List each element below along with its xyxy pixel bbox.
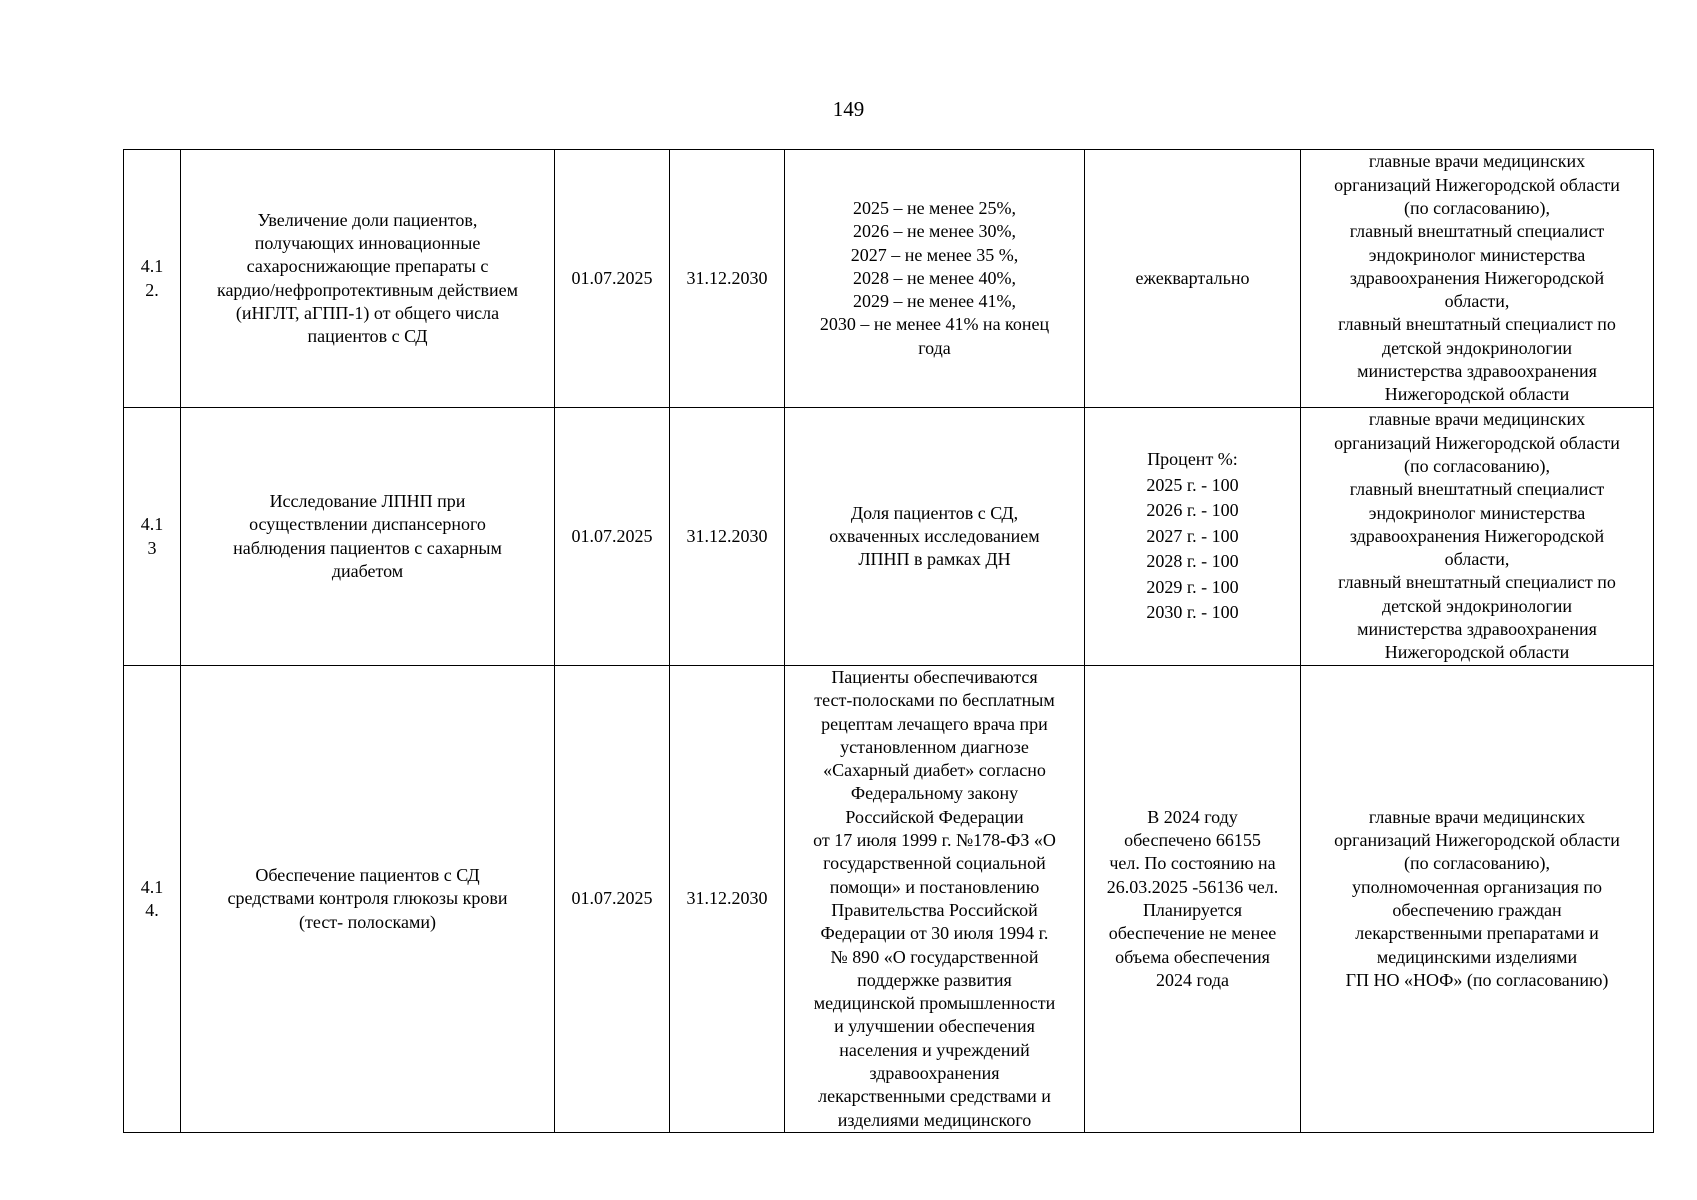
measure-name-line: средствами контроля глюкозы крови [227, 888, 508, 909]
responsible-executors-line: Нижегородской области [1384, 642, 1570, 663]
responsible-executors-line: главный внештатный специалист [1349, 221, 1605, 242]
responsible-executors-line: детской эндокринологии [1381, 337, 1573, 358]
page-number: 149 [832, 97, 865, 121]
row-number-line: 3 [147, 537, 157, 558]
measure-name-line: сахароснижающие препараты с [246, 256, 489, 277]
measure-name-line: осуществлении диспансерного [249, 514, 486, 535]
expected-result-line: от 17 июля 1999 г. №178-ФЗ «О [813, 830, 1056, 851]
measure-name-line: Увеличение доли пациентов, [257, 209, 478, 230]
control-indicator-line: 2029 г. - 100 [1146, 576, 1239, 597]
control-indicator-line: 26.03.2025 -56136 чел. [1106, 876, 1279, 897]
responsible-executors-line: области, [1444, 549, 1510, 570]
expected-result-line: № 890 «О государственной [830, 946, 1039, 967]
measure-name-line: (иНГЛТ, аГПП-1) от общего числа [235, 302, 500, 323]
expected-result-line: «Сахарный диабет» согласно [823, 760, 1046, 781]
expected-result-line: Федеральному закону [850, 783, 1019, 804]
expected-result-line: охваченных исследованием [829, 525, 1040, 546]
responsible-executors-line: эндокринолог министерства [1368, 244, 1586, 265]
row-number [124, 408, 181, 666]
expected-result-line: Пациенты обеспечиваются [831, 667, 1038, 687]
measure-name-line: получающих инновационные [254, 232, 481, 253]
control-indicator-line: 2024 года [1155, 969, 1230, 990]
measure-name-line: наблюдения пациентов с сахарным [233, 537, 502, 558]
responsible-executors-line: главный внештатный специалист [1349, 479, 1605, 500]
control-indicator-line: обеспечено 66155 [1124, 830, 1261, 851]
responsible-executors-line: главный внештатный специалист по [1338, 572, 1616, 593]
control-indicator-line: объема обеспечения [1115, 946, 1270, 967]
end-date: 31.12.2030 [670, 408, 785, 666]
row-number-line: 4.1 [140, 876, 164, 897]
expected-result-line: Правительства Российской [831, 899, 1038, 920]
start-date: 01.07.2025 [555, 408, 670, 666]
table-row [124, 408, 1654, 666]
expected-result-line: и улучшении обеспечения [834, 1016, 1035, 1037]
responsible-executors-line: эндокринолог министерства [1368, 502, 1586, 523]
end-date: 31.12.2030 [670, 666, 785, 1133]
expected-result-line: поддержке развития [857, 969, 1012, 990]
control-indicator-line: чел. По состоянию на [1109, 853, 1276, 874]
responsible-executors-line: детской эндокринологии [1381, 595, 1573, 616]
expected-result-line: изделиями медицинского [837, 1109, 1032, 1130]
responsible-executors-line: ГП НО «НОФ» (по согласованию) [1345, 969, 1609, 990]
expected-result-line: ЛПНП в рамках ДН [858, 549, 1011, 570]
expected-result-line: 2025 – не менее 25%, [852, 197, 1017, 218]
control-indicator-line: обеспечение не менее [1108, 923, 1277, 944]
responsible-executors [1301, 408, 1654, 666]
control-indicator-line: В 2024 году [1147, 806, 1238, 827]
expected-result-line: Российской Федерации [845, 806, 1024, 827]
responsible-executors-line: (по согласованию), [1403, 853, 1550, 874]
responsible-executors-line: (по согласованию), [1403, 455, 1550, 476]
control-indicator-line: Планируется [1142, 900, 1243, 920]
measure-name-line: Исследование ЛПНП при [269, 490, 466, 511]
row-number-line: 4. [145, 900, 159, 920]
expected-result-line: установленном диагнозе [840, 736, 1029, 757]
table-row [124, 666, 1654, 1133]
control-indicator-line: 2025 г. - 100 [1146, 474, 1239, 495]
expected-result-line: года [918, 337, 951, 358]
responsible-executors-line: лекарственными препаратами и [1355, 923, 1599, 944]
responsible-executors-line: Нижегородской области [1384, 384, 1570, 405]
responsible-executors-line: главные врачи медицинских [1368, 409, 1586, 430]
control-indicator-line: 2027 г. - 100 [1146, 525, 1239, 546]
responsible-executors-line: организаций Нижегородской области [1334, 432, 1620, 453]
responsible-executors-line: министерства здравоохранения [1357, 361, 1597, 382]
responsible-executors-line: области, [1444, 291, 1510, 312]
measure-name-line: пациентов с СД [307, 326, 428, 347]
responsible-executors-line: министерства здравоохранения [1357, 619, 1597, 640]
expected-result-line: медицинской промышленности [813, 993, 1056, 1014]
expected-result-line: здравоохранения [869, 1063, 1000, 1084]
expected-result-line: населения и учреждений [839, 1039, 1030, 1060]
expected-result-line: 2028 – не менее 40%, [852, 267, 1017, 288]
responsible-executors-line: организаций Нижегородской области [1334, 174, 1620, 195]
start-date: 01.07.2025 [555, 150, 670, 408]
expected-result [785, 666, 1085, 1133]
control-indicator-line: 2030 г. - 100 [1146, 602, 1239, 623]
responsible-executors-line: главные врачи медицинских [1368, 151, 1586, 172]
expected-result-line: Федерации от 30 июля 1994 г. [820, 923, 1049, 944]
expected-result-line: государственной социальной [823, 853, 1046, 874]
table-row [124, 150, 1654, 408]
expected-result [785, 408, 1085, 666]
expected-result-line: рецептам лечащего врача при [821, 713, 1048, 734]
expected-result-line: лекарственными средствами и [818, 1086, 1051, 1107]
responsible-executors-line: уполномоченная организация по [1351, 876, 1603, 897]
responsible-executors-line: здравоохранения Нижегородской [1349, 267, 1605, 288]
row-number [124, 666, 181, 1133]
responsible-executors-line: (по согласованию), [1403, 197, 1550, 218]
control-indicator [1085, 666, 1301, 1133]
row-number-line: 4.1 [140, 256, 164, 277]
measures-table [123, 149, 1654, 1133]
responsible-executors-line: медицинскими изделиями [1376, 946, 1578, 967]
measure-name-line: кардио/нефропротективным действием [216, 279, 519, 300]
expected-result-line: помощи» и постановлению [829, 876, 1040, 897]
measure-name [181, 150, 555, 408]
control-indicator [1085, 408, 1301, 666]
measure-name [181, 408, 555, 666]
control-indicator-line: ежеквартально [1135, 267, 1250, 288]
responsible-executors-line: главный внештатный специалист по [1338, 314, 1616, 335]
expected-result-line: 2029 – не менее 41%, [852, 291, 1017, 312]
responsible-executors-line: здравоохранения Нижегородской [1349, 525, 1605, 546]
expected-result-line: 2026 – не менее 30%, [852, 221, 1017, 242]
expected-result-line: тест-полосками по бесплатным [814, 690, 1055, 711]
responsible-executors-line: организаций Нижегородской области [1334, 830, 1620, 851]
responsible-executors-line: главные врачи медицинских [1368, 806, 1586, 827]
responsible-executors [1301, 150, 1654, 408]
responsible-executors-line: обеспечению граждан [1392, 900, 1562, 920]
row-number [124, 150, 181, 408]
measure-name-line: диабетом [331, 560, 404, 581]
measure-name-line: (тест- полосками) [299, 911, 436, 932]
row-number-line: 4.1 [140, 514, 164, 535]
row-number-line: 2. [145, 279, 159, 300]
start-date: 01.07.2025 [555, 666, 670, 1133]
measure-name-line: Обеспечение пациентов с СД [255, 865, 480, 886]
end-date: 31.12.2030 [670, 150, 785, 408]
responsible-executors [1301, 666, 1654, 1133]
measure-name [181, 666, 555, 1133]
expected-result-line: 2030 – не менее 41% на конец [819, 314, 1050, 335]
control-indicator-line: 2028 г. - 100 [1146, 551, 1239, 572]
expected-result [785, 150, 1085, 408]
expected-result-line: 2027 – не менее 35 %, [850, 244, 1019, 265]
control-indicator [1085, 150, 1301, 408]
expected-result-line: Доля пациентов с СД, [850, 502, 1019, 523]
control-indicator-line: Процент %: [1147, 448, 1238, 469]
control-indicator-line: 2026 г. - 100 [1146, 500, 1239, 521]
